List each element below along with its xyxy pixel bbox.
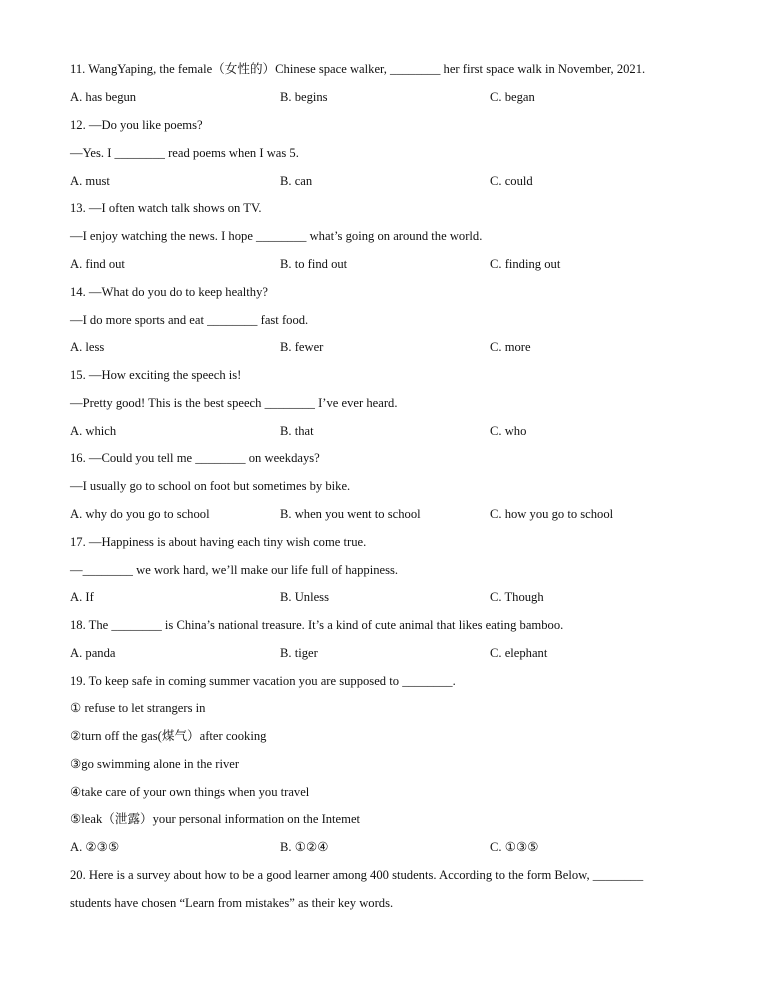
option-a: A. If	[70, 590, 94, 604]
question-17-stem: 17. —Happiness is about having each tiny wish come true.	[70, 535, 367, 549]
question-16-reply: —I usually go to school on foot but sometimes by bike.	[70, 479, 351, 493]
option-a: A. why do you go to school	[70, 507, 210, 521]
option-b: B. to find out	[280, 257, 348, 271]
question-12-stem: 12. —Do you like poems?	[70, 118, 203, 132]
option-a: A. has begun	[70, 90, 137, 104]
question-14-stem: 14. —What do you do to keep healthy?	[70, 285, 268, 299]
question-11-stem: 11. WangYaping, the female（女性的）Chinese space walker, ________ her first space walk in November, 2021.	[70, 62, 646, 76]
option-c: C. how you go to school	[490, 507, 614, 521]
option-a: A. must	[70, 174, 110, 188]
question-19-item: ⑤leak（泄露）your personal information on the Intemet	[70, 812, 361, 826]
question-18-stem: 18. The ________ is China’s national treasure. It’s a kind of cute animal that likes eating bamboo.	[70, 618, 564, 632]
question-17-options	[70, 589, 710, 605]
option-c: C. elephant	[490, 646, 548, 660]
option-b: B. ①②④	[280, 840, 329, 854]
question-15-reply: —Pretty good! This is the best speech ________ I’ve ever heard.	[70, 396, 398, 410]
question-17-reply: —________ we work hard, we’ll make our life full of happiness.	[70, 563, 399, 577]
question-11-options	[70, 89, 710, 105]
question-16-options	[70, 506, 710, 522]
question-13-options	[70, 256, 710, 272]
option-a: A. ②③⑤	[70, 840, 120, 854]
question-14-reply: —I do more sports and eat ________ fast food.	[70, 313, 309, 327]
question-15-stem: 15. —How exciting the speech is!	[70, 368, 242, 382]
option-a: A. panda	[70, 646, 116, 660]
option-c: C. ①③⑤	[490, 840, 539, 854]
option-c: C. could	[490, 174, 533, 188]
option-b: B. that	[280, 424, 314, 438]
option-b: B. when you went to school	[280, 507, 421, 521]
question-19-item: ②turn off the gas(煤气）after cooking	[70, 729, 267, 743]
question-19-item: ① refuse to let strangers in	[70, 701, 206, 715]
option-b: B. Unless	[280, 590, 329, 604]
question-14-options	[70, 339, 710, 355]
option-c: C. Though	[490, 590, 544, 604]
question-15-options	[70, 423, 710, 439]
question-20-stem-continued: students have chosen “Learn from mistakes” as their key words.	[70, 896, 394, 910]
question-19-item: ④take care of your own things when you travel	[70, 785, 310, 799]
option-b: B. begins	[280, 90, 328, 104]
option-c: C. began	[490, 90, 535, 104]
question-12-options	[70, 173, 710, 189]
option-c: C. more	[490, 340, 531, 354]
question-19-options	[70, 839, 710, 855]
question-19-item: ③go swimming alone in the river	[70, 757, 240, 771]
question-13-stem: 13. —I often watch talk shows on TV.	[70, 201, 262, 215]
option-b: B. tiger	[280, 646, 318, 660]
question-16-stem: 16. —Could you tell me ________ on weekdays?	[70, 451, 320, 465]
question-18-options	[70, 645, 710, 661]
option-a: A. less	[70, 340, 105, 354]
option-a: A. find out	[70, 257, 125, 271]
option-b: B. fewer	[280, 340, 324, 354]
question-12-reply: —Yes. I ________ read poems when I was 5.	[70, 146, 299, 160]
question-13-reply: —I enjoy watching the news. I hope ________ what’s going on around the world.	[70, 229, 483, 243]
option-a: A. which	[70, 424, 117, 438]
option-c: C. finding out	[490, 257, 561, 271]
option-c: C. who	[490, 424, 527, 438]
question-19-stem: 19. To keep safe in coming summer vacation you are supposed to ________.	[70, 674, 456, 688]
question-20-stem: 20. Here is a survey about how to be a good learner among 400 students. According to the form Below, ________	[70, 868, 644, 882]
option-b: B. can	[280, 174, 313, 188]
